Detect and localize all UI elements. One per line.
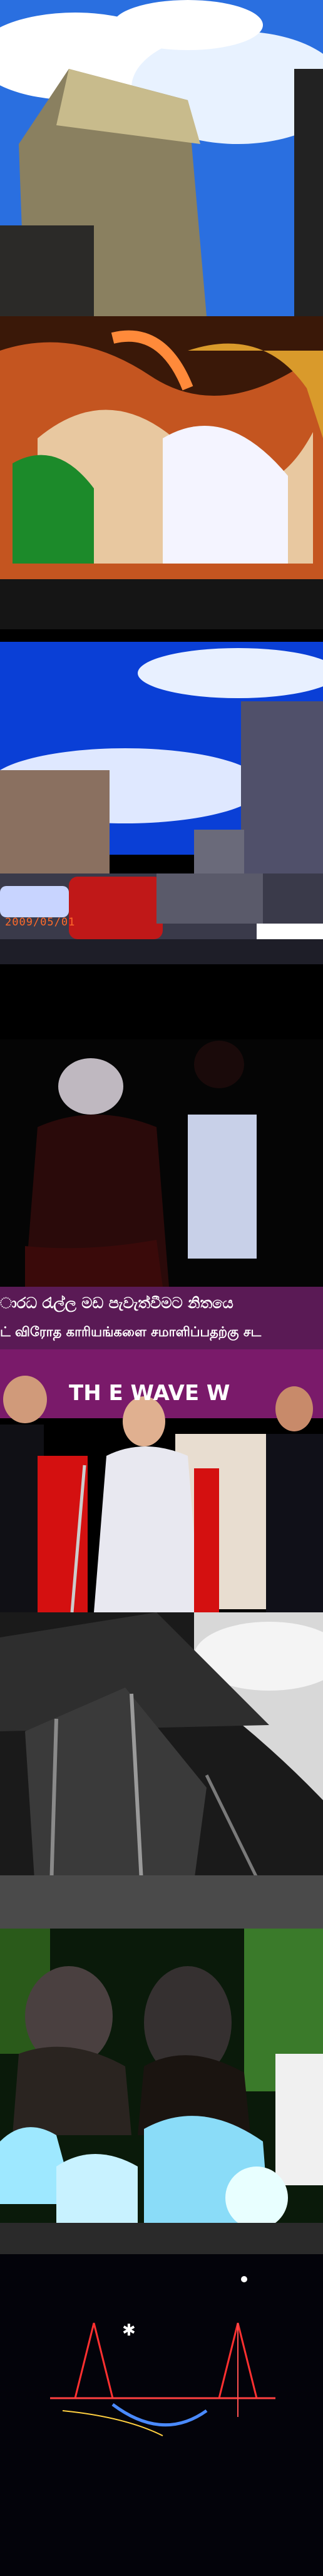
banner-line-english: TH E WAVE W [69, 1381, 230, 1406]
night-lights-image [0, 2254, 323, 2576]
panel-tower-mosaic [0, 0, 323, 629]
banner-line-sinhala: ාරධ රැල්ල මඩ පැවැත්වීමට නිතයෙ [0, 1294, 233, 1312]
panel-collapsed-house [0, 1612, 323, 1929]
panel-car-park [0, 642, 323, 964]
ice-sculpture-image [0, 1929, 323, 2254]
banner-line-tamil: ட் விரோத காரியங்களை சமாளிப்பதற்கு சட [0, 1324, 262, 1339]
panel-ice-sculpture [0, 1929, 323, 2254]
date-stamp: 2009/05/01 [5, 916, 76, 929]
panel-blank [0, 964, 323, 1039]
panel-gathering [0, 1039, 323, 1287]
gathering-image [0, 1039, 323, 1287]
red-car [69, 877, 163, 939]
svg-text:✱: ✱ [122, 2321, 136, 2340]
collapsed-house-image [0, 1612, 323, 1929]
tower-mosaic-image [0, 0, 323, 629]
panel-ceremony [0, 1287, 323, 1612]
panel-night-lights [0, 2254, 323, 2576]
